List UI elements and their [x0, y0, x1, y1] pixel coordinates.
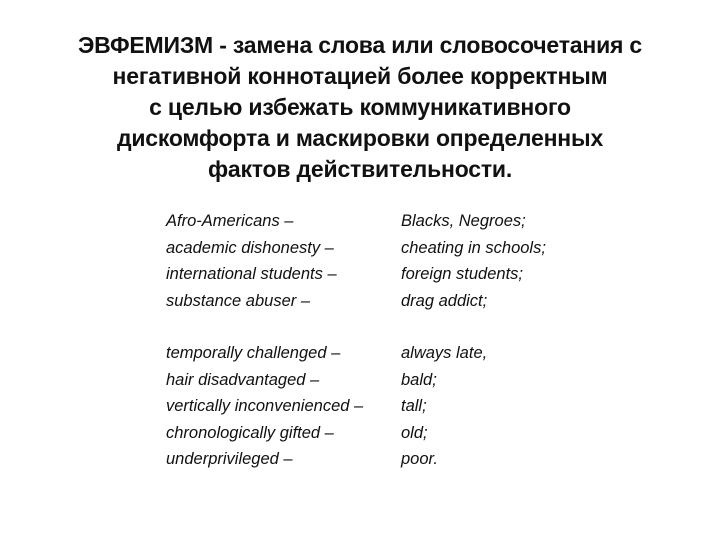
plain-meaning: drag addict; — [401, 291, 488, 310]
euphemism-term: substance abuser – — [166, 291, 311, 310]
plain-meaning: Blacks, Negroes; — [401, 212, 526, 230]
euphemism-term: temporally challenged – — [166, 344, 341, 362]
euphemism-term: hair disadvantaged – — [166, 370, 320, 389]
title-line: дискомфорта и маскировки определенных — [116, 125, 604, 151]
plain-meaning: poor. — [401, 450, 438, 468]
euphemism-examples — [166, 208, 686, 473]
example-group — [166, 208, 686, 314]
example-row — [166, 288, 686, 315]
example-group — [166, 340, 686, 473]
example-row — [166, 446, 686, 473]
plain-meaning: foreign students; — [401, 265, 523, 283]
title-line: ЭВФЕМИЗМ - замена слова или словосочетания с — [77, 32, 643, 58]
plain-meaning: always late, — [401, 344, 488, 362]
example-row — [166, 235, 686, 262]
plain-meaning: old; — [401, 423, 428, 442]
example-row — [166, 208, 686, 235]
plain-meaning: bald; — [401, 370, 437, 389]
example-row — [166, 340, 686, 367]
euphemism-term: academic dishonesty – — [166, 238, 334, 257]
example-row — [166, 367, 686, 394]
euphemism-term: vertically inconvenienced – — [166, 397, 364, 415]
title-line: фактов действительности. — [207, 156, 513, 182]
plain-meaning: cheating in schools; — [401, 238, 546, 257]
plain-meaning: tall; — [401, 397, 427, 415]
euphemism-term: chronologically gifted – — [166, 423, 334, 442]
euphemism-term: underprivileged – — [166, 450, 293, 468]
title-line: с целью избежать коммуникативного — [149, 94, 571, 120]
euphemism-term: Afro-Americans – — [166, 212, 294, 230]
example-row — [166, 393, 686, 420]
title-line: негативной коннотацией более корректным — [112, 63, 608, 89]
slide-title — [20, 30, 700, 185]
example-row — [166, 261, 686, 288]
example-row — [166, 420, 686, 447]
euphemism-term: international students – — [166, 265, 337, 283]
